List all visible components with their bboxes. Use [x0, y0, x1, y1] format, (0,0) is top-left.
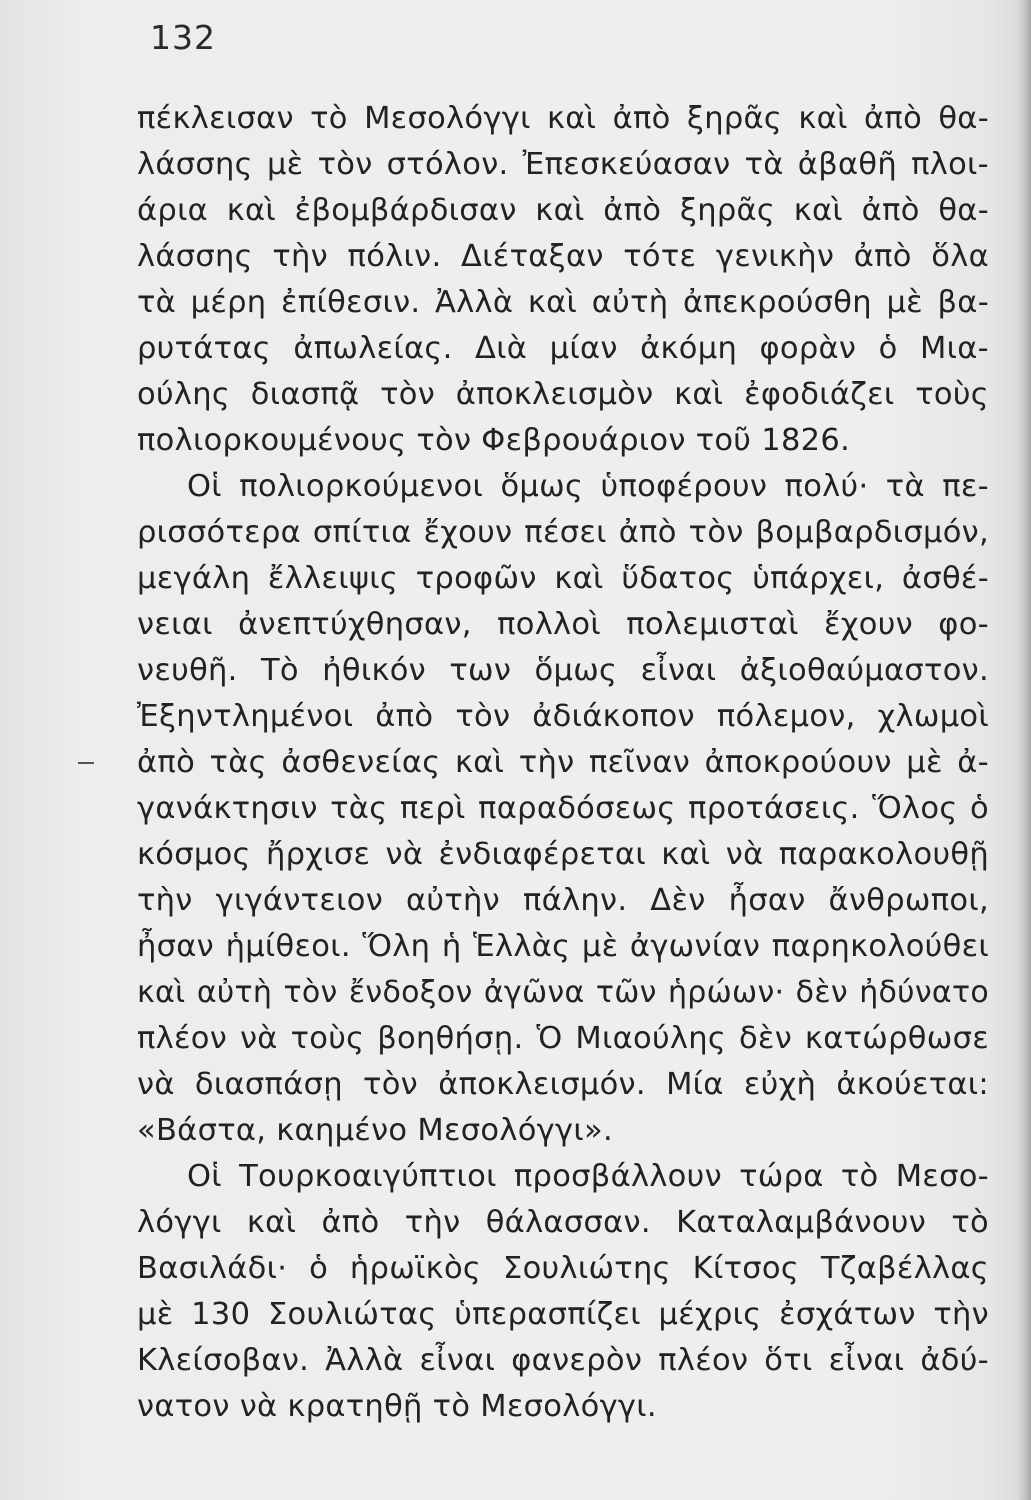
- text-line: Βασιλάδι· ὁ ἡρωϊκὸς Σουλιώτης Κίτσος Τζαβέλλας: [137, 1251, 989, 1286]
- text-line: νὰ διασπάσῃ τὸν ἀποκλεισμόν. Μία εὐχὴ ἀκούεται:: [137, 1067, 989, 1102]
- text-line: Οἱ πολιορκούμενοι ὅμως ὑποφέρουν πολύ· τὰ πε-: [187, 469, 989, 504]
- text-line: ρισσότερα σπίτια ἔχουν πέσει ἀπὸ τὸν βομβαρδισμόν,: [137, 515, 989, 550]
- text-line: νατον νὰ κρατηθῇ τὸ Μεσολόγγι.: [137, 1389, 657, 1424]
- paragraph-1: [137, 96, 989, 464]
- paragraph-3: [137, 1154, 989, 1430]
- paragraph-2: [137, 464, 989, 1154]
- page-number: 132: [150, 18, 216, 57]
- text-line: πολιορκουμένους τὸν Φεβρουάριον τοῦ 1826.: [137, 423, 851, 458]
- text-line: λάσσης μὲ τὸν στόλον. Ἐπεσκεύασαν τὰ ἀβαθῆ πλοι-: [137, 147, 989, 182]
- text-line: πέκλεισαν τὸ Μεσολόγγι καὶ ἀπὸ ξηρᾶς καὶ ἀπὸ θα-: [137, 101, 989, 136]
- text-line: ἀπὸ τὰς ἀσθενείας καὶ τὴν πεῖναν ἀποκρούουν μὲ ἀ-: [137, 745, 989, 780]
- text-line: ρυτάτας ἀπωλείας. Διὰ μίαν ἀκόμη φορὰν ὁ Μια-: [137, 331, 989, 366]
- text-line: κόσμος ἤρχισε νὰ ἐνδιαφέρεται καὶ νὰ παρακολουθῇ: [137, 837, 989, 872]
- margin-mark: [78, 762, 94, 764]
- text-line: νειαι ἀνεπτύχθησαν, πολλοὶ πολεμισταὶ ἔχουν φο-: [137, 607, 989, 642]
- text-line: πλέον νὰ τοὺς βοηθήσῃ. Ὁ Μιαούλης δὲν κατώρθωσε: [137, 1021, 989, 1056]
- text-line: λόγγι καὶ ἀπὸ τὴν θάλασσαν. Καταλαμβάνουν τὸ: [137, 1205, 989, 1240]
- page-edge-shadow: [1017, 0, 1031, 1500]
- body-text: [137, 96, 989, 1430]
- text-line: ἦσαν ἡμίθεοι. Ὅλη ἡ Ἑλλὰς μὲ ἀγωνίαν παρηκολούθει: [137, 929, 989, 964]
- text-line: Οἱ Τουρκοαιγύπτιοι προσβάλλουν τώρα τὸ Μεσο-: [187, 1159, 989, 1194]
- text-line: λάσσης τὴν πόλιν. Διέταξαν τότε γενικὴν ἀπὸ ὅλα: [137, 239, 989, 274]
- text-line: καὶ αὐτὴ τὸν ἔνδοξον ἀγῶνα τῶν ἡρώων· δὲν ἠδύνατο: [137, 975, 989, 1010]
- text-line: τὴν γιγάντειον αὐτὴν πάλην. Δὲν ἦσαν ἄνθρωποι,: [137, 883, 989, 918]
- text-line: μὲ 130 Σουλιώτας ὑπερασπίζει μέχρις ἐσχάτων τὴν: [137, 1297, 989, 1332]
- text-line: άρια καὶ ἐβομβάρδισαν καὶ ἀπὸ ξηρᾶς καὶ ἀπὸ θα-: [137, 193, 989, 228]
- text-line: νευθῆ. Τὸ ἠθικόν των ὅμως εἶναι ἀξιοθαύμαστον.: [137, 653, 989, 688]
- text-line: τὰ μέρη ἐπίθεσιν. Ἀλλὰ καὶ αὐτὴ ἀπεκρούσθη μὲ βα-: [137, 285, 989, 320]
- text-line: Κλείσοβαν. Ἀλλὰ εἶναι φανερὸν πλέον ὅτι εἶναι ἀδύ-: [137, 1343, 989, 1378]
- text-line: ούλης διασπᾷ τὸν ἀποκλεισμὸν καὶ ἐφοδιάζει τοὺς: [137, 377, 989, 412]
- text-line: «Βάστα, καημένο Μεσολόγγι».: [137, 1113, 613, 1148]
- text-line: Ἐξηντλημένοι ἀπὸ τὸν ἀδιάκοπον πόλεμον, χλωμοὶ: [137, 699, 989, 734]
- text-line: μεγάλη ἔλλειψις τροφῶν καὶ ὕδατος ὑπάρχει, ἀσθέ-: [137, 561, 989, 596]
- text-line: γανάκτησιν τὰς περὶ παραδόσεως προτάσεις. Ὅλος ὁ: [137, 791, 989, 826]
